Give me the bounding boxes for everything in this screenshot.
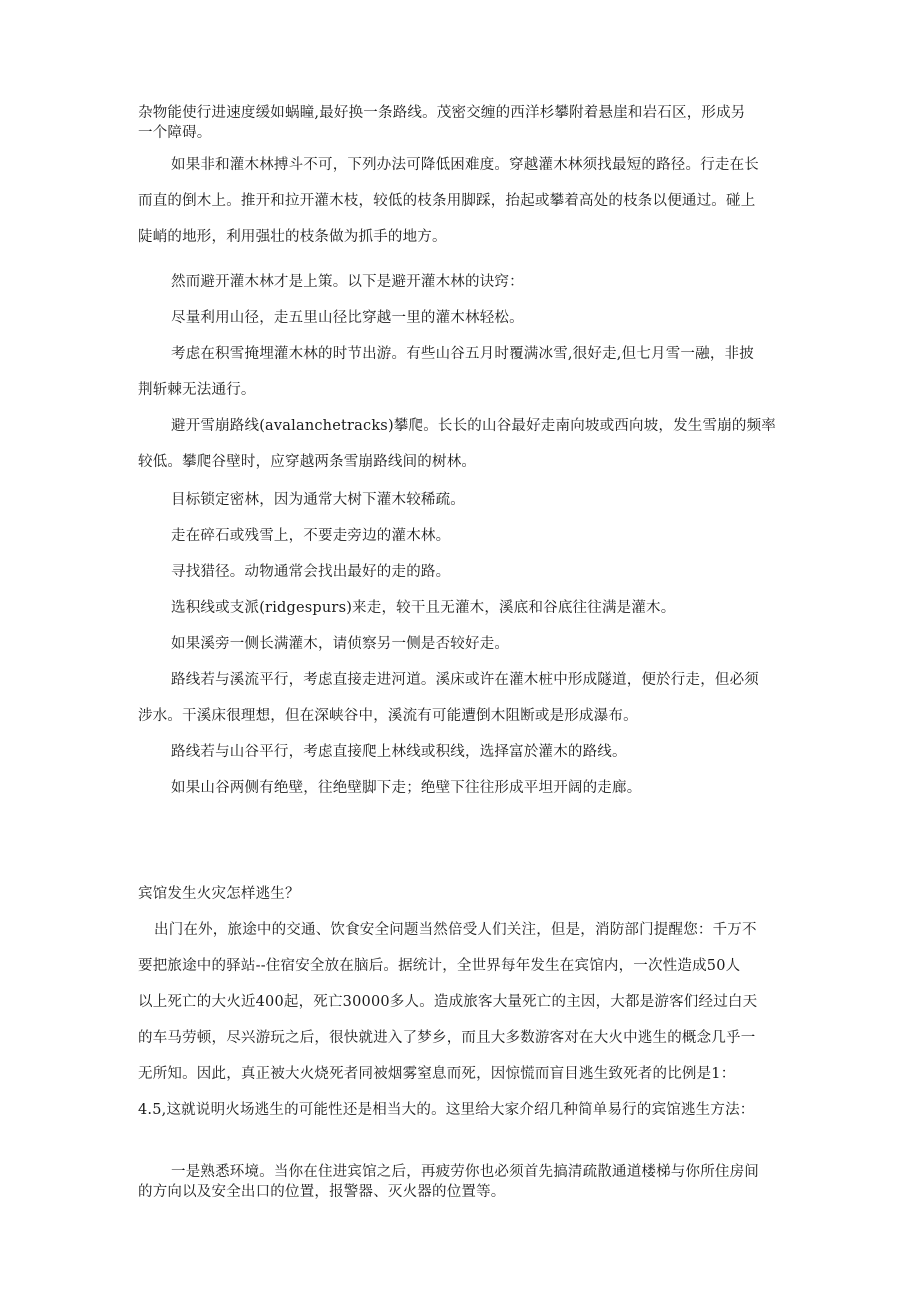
paragraph-methods xyxy=(138,147,759,255)
text-line: 的方向以及安全出口的位置，报警器、灭火器的位置等。 xyxy=(138,1184,506,1200)
text-line: 如果山谷两侧有绝壁，往绝壁脚下走；绝壁下往往形成平坦开阔的走廊。 xyxy=(171,780,642,796)
tip-gravel xyxy=(171,518,450,554)
heading-text: 宾馆发生火灾怎样逃生？ xyxy=(138,886,300,902)
tip-cliff xyxy=(171,770,641,806)
text-line: 以上死亡的大火近400起，死亡30000多人。造成旅客大量死亡的主因，大都是游客们经过白天 xyxy=(138,994,758,1010)
paragraph-familiarize xyxy=(138,1162,759,1202)
tip-dense-forest xyxy=(171,482,465,518)
text-line: 陡峭的地形，利用强壮的枝条做为抓手的地方。 xyxy=(138,229,447,245)
text-line: 路线若与溪流平行，考虑直接走进河道。溪床或许在灌木桩中形成隧道，便於行走，但必须 xyxy=(171,672,759,688)
text-line: 无所知。因此，真正被大火烧死者同被烟雾窒息而死，因惊慌而盲目逃生致死者的比例是1： xyxy=(138,1066,736,1082)
text-line: 如果溪旁一侧长满灌木，请侦察另一侧是否较好走。 xyxy=(171,636,510,652)
text-line: 走在碎石或残雪上，不要走旁边的灌木林。 xyxy=(171,528,451,544)
text-line: 出门在外，旅途中的交通、饮食安全问题当然倍受人们关注，但是，消防部门提醒您：千万不 xyxy=(154,922,757,938)
text-line: 然而避开灌木林才是上策。以下是避开灌木林的诀窍： xyxy=(171,274,524,290)
text-line: 路线若与山谷平行，考虑直接爬上林线或积线，选择富於灌木的路线。 xyxy=(171,744,627,760)
text-line: 而直的倒木上。推开和拉开灌木枝，较低的枝条用脚踩，抬起或攀着高处的枝条以便通过。碰上 xyxy=(138,193,756,209)
text-line: 选积线或支派(ridgespurs)来走，较干且无灌木，溪底和谷底往往满是灌木。 xyxy=(171,600,676,616)
tip-animal-trails xyxy=(171,554,450,590)
text-line: 一个障碍。 xyxy=(138,125,212,141)
text-line: 如果非和灌木林搏斗不可，下列办法可降低困难度。穿越灌木林须找最短的路径。行走在长 xyxy=(171,157,759,173)
paragraph-intro xyxy=(138,103,746,143)
paragraph-hotel-fire xyxy=(138,912,757,1128)
tip-stream xyxy=(138,662,759,734)
text-line: 较低。攀爬谷壁时，应穿越两条雪崩路线间的树林。 xyxy=(138,454,477,470)
text-line: 考虑在积雪掩埋灌木林的时节出游。有些山谷五月时覆满冰雪,很好走,但七月雪一融，非披 xyxy=(171,346,754,362)
tip-creek-side xyxy=(171,626,509,662)
tip-avalanche xyxy=(138,408,776,480)
tip-use-trails xyxy=(171,300,524,336)
section-heading xyxy=(138,876,300,912)
paragraph-avoid-intro xyxy=(171,264,524,300)
text-line: 要把旅途中的驿站--住宿安全放在脑后。据统计，全世界每年发生在宾馆内，一次性造成50人 xyxy=(138,958,741,974)
text-line: 4.5,这就说明火场逃生的可能性还是相当大的。这里给大家介绍几种简单易行的宾馆逃生方法： xyxy=(138,1102,755,1118)
text-line: 避开雪崩路线(avalanchetracks)攀爬。长长的山谷最好走南向坡或西向坡，发生雪崩的频率 xyxy=(171,418,777,434)
text-line: 的车马劳顿，尽兴游玩之后，很快就进入了梦乡，而且大多数游客对在大火中逃生的概念几乎一 xyxy=(138,1030,756,1046)
text-line: 寻找猎径。动物通常会找出最好的走的路。 xyxy=(171,564,451,580)
text-line: 荆斩棘无法通行。 xyxy=(138,382,256,398)
tip-valley xyxy=(171,734,627,770)
tip-snow-season xyxy=(138,336,754,408)
text-line: 一是熟悉环境。当你在住进宾馆之后，再疲劳你也必须首先搞清疏散通道楼梯与你所住房间 xyxy=(171,1164,759,1180)
text-line: 目标锁定密林，因为通常大树下灌木较稀疏。 xyxy=(171,492,465,508)
tip-ridges xyxy=(171,590,675,626)
text-line: 尽量利用山径，走五里山径比穿越一里的灌木林轻松。 xyxy=(171,310,524,326)
text-line: 涉水。干溪床很理想，但在深峡谷中，溪流有可能遭倒木阻断或是形成瀑布。 xyxy=(138,708,638,724)
text-line: 杂物能使行进速度缓如蜗瞳,最好换一条路线。茂密交缠的西洋杉攀附着悬崖和岩石区，形成另 xyxy=(138,105,746,121)
